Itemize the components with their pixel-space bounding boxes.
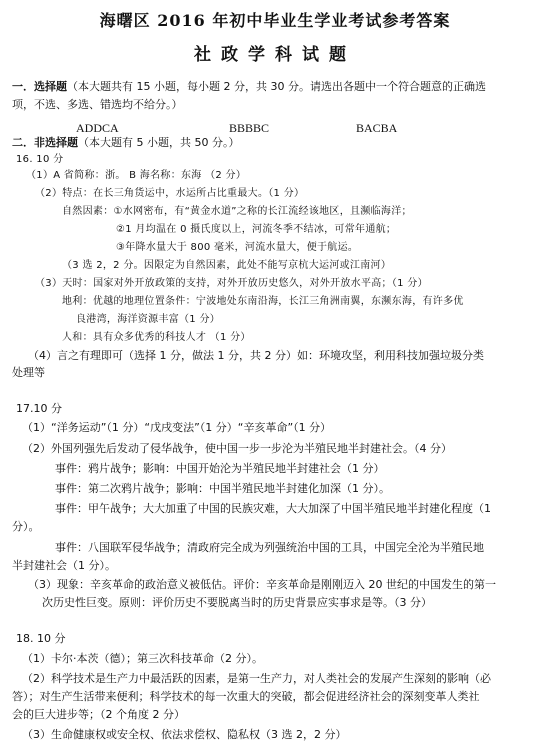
q17-line: 事件：鸦片战争；影响：中国开始沦为半殖民地半封建社会（1 分） — [55, 462, 385, 475]
q16-line: 自然因素：①水网密布，有“黄金水道”之称的长江流经该地区，且濒临海洋； — [62, 206, 412, 217]
q16-line: （3 选 2，2 分。因限定为自然因素，此处不能写京杭大运河或江南河） — [62, 260, 392, 271]
q17-line: 事件：第二次鸦片战争；影响：中国半殖民地半封建化加深（1 分）。 — [55, 482, 390, 495]
q17-line: 次历史性巨变。原则：评价历史不要脱离当时的历史背景应实事求是等。（3 分） — [42, 596, 432, 609]
answer-group-2: BBBBC — [229, 121, 270, 135]
q16-line: 地利：优越的地理位置条件：宁波地处东南沿海，长江三角洲南翼，东濒东海，有许多优 — [62, 296, 464, 307]
q16-line: （4）言之有理即可（选择 1 分，做法 1 分，共 2 分）如：环境攻坚，利用科技加强垃圾分类 — [28, 349, 484, 362]
q16-line: （3）天时：国家对外开放政策的支持，对外开放历史悠久，对外开放水平高；（1 分） — [35, 278, 428, 289]
q16-line: 人和：具有众多优秀的科技人才 （1 分） — [62, 332, 251, 343]
answer-group-3: BACBA — [356, 121, 398, 135]
q18-line: 答）；对生产生活带来便利；科学技术的每一次重大的突破，都会促进经济社会的深刻变革人类社 — [12, 690, 480, 703]
q17-line: （1）“洋务运动”（1 分）“戊戌变法”（1 分）“辛亥革命”（1 分） — [22, 421, 332, 434]
section-1-header — [12, 80, 486, 94]
q16-line: （2）特点：在长三角货运中，水运所占比重最大。（1 分） — [35, 188, 305, 199]
section-2-title: 二．非选择题 — [12, 136, 78, 149]
q17-line: （3）现象：辛亥革命的政治意义被低估。评价：辛亥革命是刚刚迈入 20 世纪的中国发生的第一 — [28, 578, 496, 591]
document-title: 海曙区 2016 年初中毕业生学业考试参考答案 — [99, 11, 451, 30]
q17-line: 事件：甲午战争；大大加重了中国的民族灾难，大大加深了中国半殖民地半封建化程度（1 — [55, 502, 491, 515]
section-1-title: 一．选择题 — [12, 80, 67, 93]
q18-line: （2）科学技术是生产力中最活跃的因素，是第一生产力，对人类社会的发展产生深刻的影响（必 — [22, 672, 491, 685]
q16-line: 良港湾，海洋资源丰富（1 分） — [76, 314, 221, 325]
q17-line: 事件：八国联军侵华战争；清政府完全成为列强统治中国的工具，中国完全沦为半殖民地 — [55, 541, 484, 554]
q16-line: （1）A 省简称：浙。 B 海名称：东海 （2 分） — [26, 170, 247, 181]
section-1-desc: （本大题共有 15 小题，每小题 2 分，共 30 分。请选出各题中一个符合题意的正确选 — [67, 80, 486, 93]
q18-line: 会的巨大进步等；（2 个角度 2 分） — [12, 708, 185, 721]
q16-line: ②1 月均温在 0 摄氏度以上，河流冬季不结冰，可常年通航； — [116, 224, 397, 235]
q17-header: 17.10 分 — [16, 402, 62, 415]
q17-line: 分）。 — [12, 520, 40, 533]
q16-header: 16. 10 分 — [16, 154, 64, 165]
q17-line: 半封建社会（1 分）。 — [12, 559, 116, 572]
q18-header: 18. 10 分 — [16, 632, 66, 645]
q16-line: ③年降水量大于 800 毫米，河流水量大，便于航运。 — [116, 242, 359, 253]
q17-line: （2）外国列强先后发动了侵华战争，使中国一步一步沦为半殖民地半封建社会。（4 分） — [22, 442, 452, 455]
section-2-header — [12, 136, 239, 150]
q18-line: （1）卡尔·本茨（德）；第三次科技革命（2 分）。 — [22, 652, 263, 665]
q16-line: 处理等 — [12, 366, 45, 379]
section-2-desc: （本大题有 5 小题，共 50 分。） — [78, 136, 240, 149]
answer-group-1: ADDCA — [76, 121, 119, 135]
q18-line: （3）生命健康权或安全权、依法求偿权、隐私权（3 选 2，2 分） — [22, 728, 347, 741]
section-1-desc-line2: 项，不选、多选、错选均不给分。） — [12, 98, 183, 111]
document-subtitle: 社政学科试题 — [194, 45, 356, 65]
